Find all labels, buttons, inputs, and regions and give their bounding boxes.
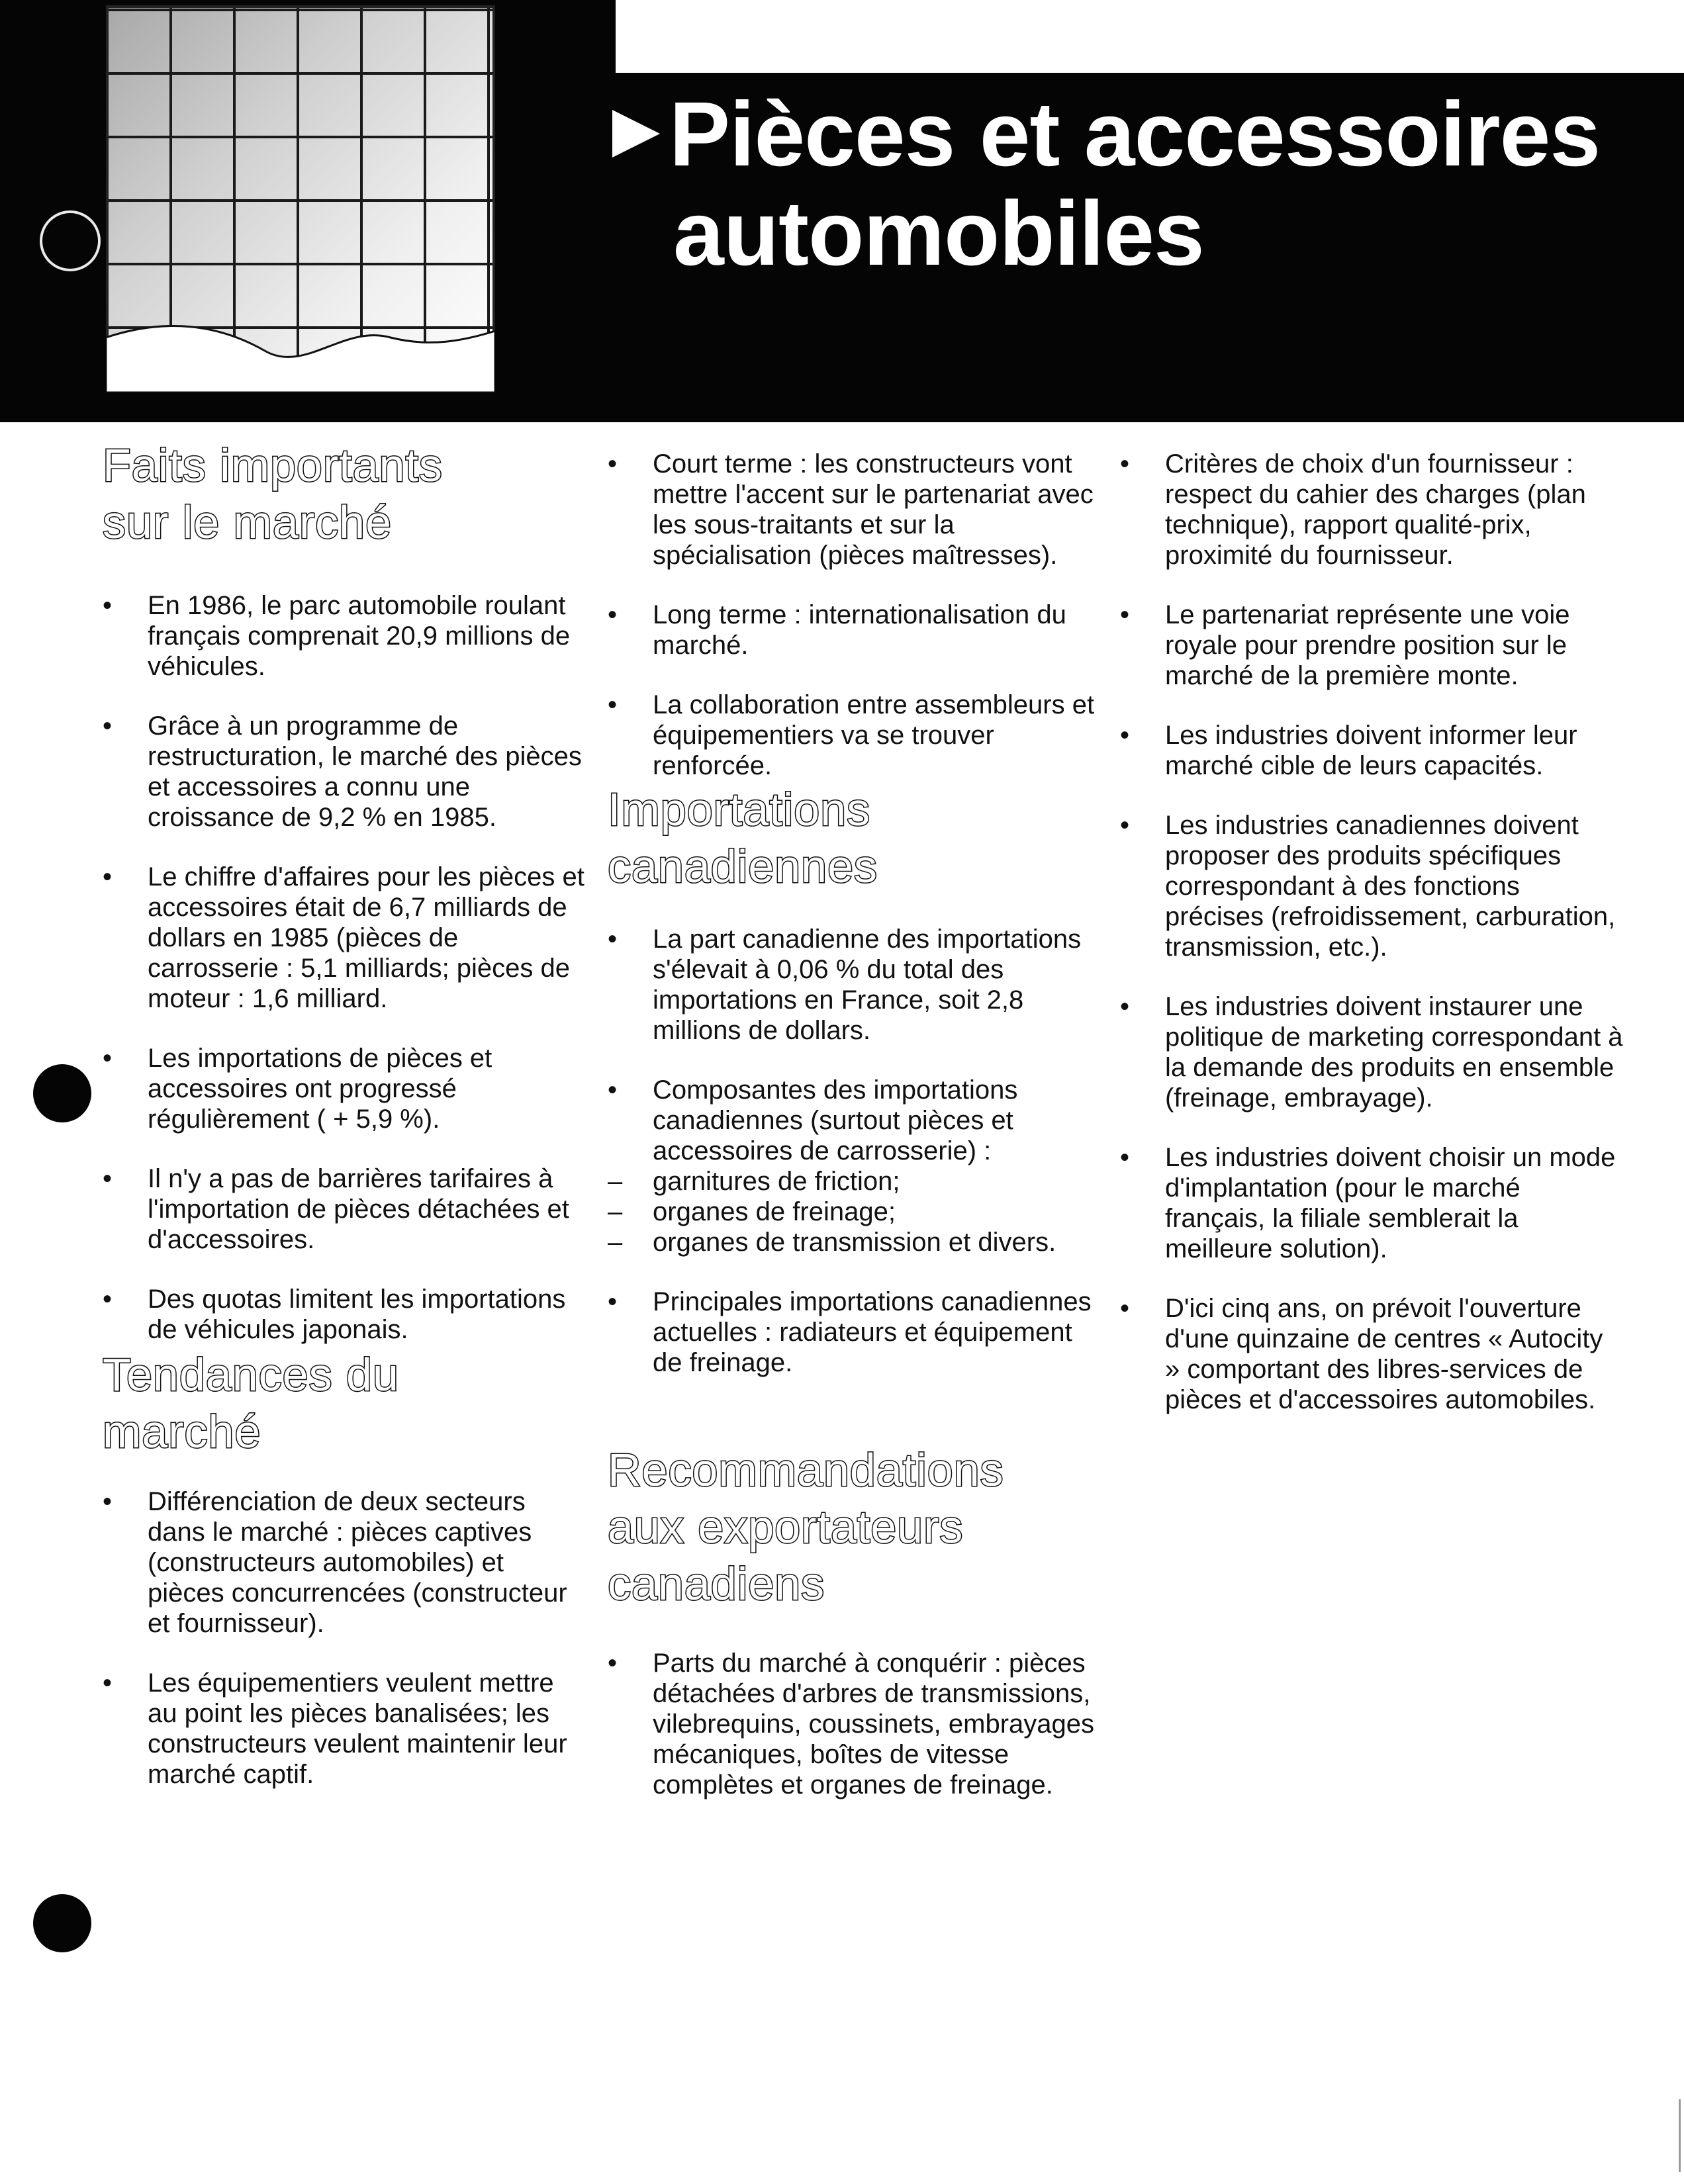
binder-hole-icon [33, 1064, 91, 1122]
list-item: • La part canadienne des importations s'élevait à 0,06 % du total des importations en France, soit 2,8 millions de dollars. [608, 924, 1098, 1046]
list-item: • Grâce à un programme de restructuration, le marché des pièces et accessoires a connu une croissance de 9,2 % en 1985. [103, 711, 586, 833]
column-2 [608, 449, 1098, 1829]
binder-hole-icon [33, 1894, 91, 1952]
grid-wave-shape [106, 311, 495, 392]
list-item: • Composantes des importations canadiennes (surtout pièces et accessoires de carrosserie) : – garnitures de friction; – organes de freinage; – organes de transmission et divers. [608, 1075, 1098, 1257]
list-item: • Des quotas limitent les importations de véhicules japonais. [103, 1284, 586, 1345]
list-item: • La collaboration entre assembleurs et équipementiers va se trouver renforcée. [608, 690, 1098, 781]
list-item: • Il n'y a pas de barrières tarifaires à l'importation de pièces détachées et d'accessoires. [103, 1163, 586, 1255]
heading-faits-importants: Faits importants sur le marché [103, 439, 443, 548]
trends-continued-list [608, 449, 1098, 781]
list-item: • Le chiffre d'affaires pour les pièces et accessoires était de 6,7 milliards de dollars en 1985 (pièces de carrosserie : 5,1 milliards; pièces de moteur : 1,6 milliard. [103, 862, 586, 1014]
triangle-arrow-icon [612, 110, 660, 158]
list-item: • Les industries doivent informer leur marché cible de leurs capacités. [1120, 720, 1623, 781]
page-title [612, 85, 1600, 283]
sub-list-item: – organes de transmission et divers. [608, 1227, 1098, 1257]
list-item: • Critères de choix d'un fournisseur : respect du cahier des charges (plan technique), rapport qualité-prix, proximité du fournisseur. [1120, 449, 1623, 570]
page-title-line1: Pièces et accessoires [612, 85, 1600, 184]
list-item: • D'ici cinq ans, on prévoit l'ouverture d'une quinzaine de centres « Autocity » comportant des libres-services de pièces et d'accessoires automobiles. [1120, 1293, 1623, 1415]
column-1 [103, 437, 586, 1819]
list-item: • Court terme : les constructeurs vont mettre l'accent sur le partenariat avec les sous-traitants et sur la spécialisation (pièces maîtresses). [608, 449, 1098, 570]
list-item: • Les équipementiers veulent mettre au point les pièces banalisées; les constructeurs veulent maintenir leur marché captif. [103, 1668, 586, 1790]
list-item: • Long terme : internationalisation du marché. [608, 600, 1098, 660]
heading-tendances: Tendances du marché [103, 1349, 399, 1457]
list-item: • Les importations de pièces et accessoires ont progressé régulièrement ( + 5,9 %). [103, 1043, 586, 1134]
importations-sublist [608, 1166, 1098, 1257]
faits-list [103, 590, 586, 1345]
header-notch [616, 0, 1684, 73]
tendances-list [103, 1486, 586, 1790]
heading-importations: Importations canadiennes [608, 784, 878, 892]
binder-ring-icon [40, 210, 101, 271]
sub-list-item: – garnitures de friction; [608, 1166, 1098, 1197]
list-item: • Les industries canadiennes doivent proposer des produits spécifiques correspondant à des fonctions précises (refroidissement, carburation, transmission, etc.). [1120, 810, 1623, 962]
page-title-line2: automobiles [673, 183, 1204, 285]
importations-list [608, 924, 1098, 1378]
list-item: • Parts du marché à conquérir : pièces détachées d'arbres de transmissions, vilebrequins, coussinets, embrayages mécaniques, boîtes de vitesse complètes et organes de freinage. [608, 1648, 1098, 1800]
sub-list-item: – organes de freinage; [608, 1197, 1098, 1227]
list-item: • En 1986, le parc automobile roulant français comprenait 20,9 millions de véhicules. [103, 590, 586, 682]
list-item: • Différenciation de deux secteurs dans le marché : pièces captives (constructeurs automobiles) et pièces concurrencées (constructeur et fournisseur). [103, 1486, 586, 1639]
title-band [0, 0, 1684, 422]
heading-recommandations: Recommandations aux exportateurs canadiens [608, 1444, 1004, 1610]
page-edge-rule [1679, 2099, 1681, 2172]
column-3 [1120, 449, 1623, 1444]
list-item: • Le partenariat représente une voie royale pour prendre position sur le marché de la première monte. [1120, 600, 1623, 691]
list-item: • Principales importations canadiennes actuelles : radiateurs et équipement de freinage. [608, 1287, 1098, 1378]
list-item: • Les industries doivent choisir un mode d'implantation (pour le marché français, la filiale semblerait la meilleure solution). [1120, 1142, 1623, 1264]
recommandations-list [608, 1648, 1098, 1800]
list-item: • Les industries doivent instaurer une politique de marketing correspondant à la demande des produits en ensemble (freinage, embrayage). [1120, 991, 1623, 1113]
recommandations-continued-list [1120, 449, 1623, 1415]
